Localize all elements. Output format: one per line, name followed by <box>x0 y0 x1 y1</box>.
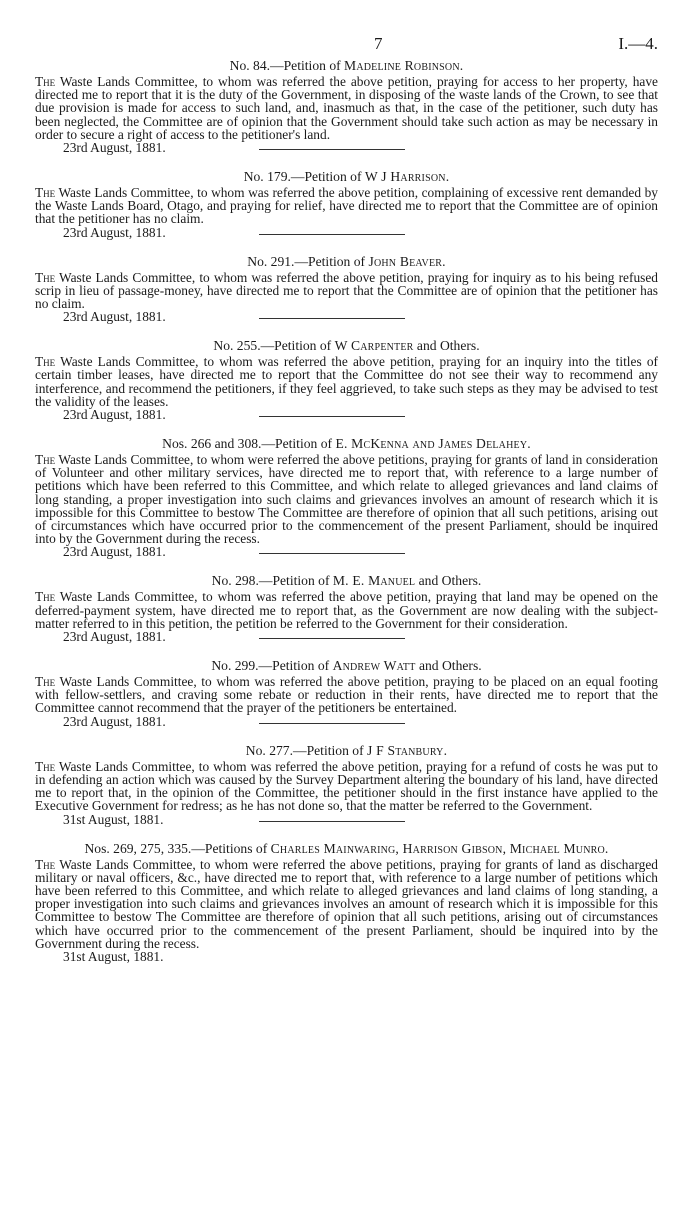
petition-entry <box>35 658 658 743</box>
report-lead-word: The <box>35 856 56 872</box>
petition-title <box>35 436 658 452</box>
date-row <box>35 715 658 729</box>
report-text: Waste Lands Committee, to whom were referred the above petitions, praying for grants of land as discharged military or naval officers, &c., have directed me to report that, with reference to a large number of petitions which have been referred to this Committee, and which relate to alleged grievances and land claims of long standing, a proper investigation into such claims and grievances involves an amount of research which it is impossible for this Committee to bestow The Committee are therefore of opinion that all such petitions, arising out of circumstances which have occurred prior to the commencement of the present Parliament, should be inquired into by the Government during the recess. <box>35 856 658 951</box>
petitioner-name: John Beaver. <box>368 253 446 269</box>
petition-title-suffix: and Others. <box>415 658 482 674</box>
petition-number: No. 255.—Petition of <box>213 338 335 354</box>
report-date: 23rd August, 1881. <box>63 140 166 156</box>
petition-report <box>35 186 658 226</box>
report-date: 31st August, 1881. <box>63 811 164 827</box>
report-date: 23rd August, 1881. <box>63 544 166 560</box>
report-text: Waste Lands Committee, to whom was referred the above petition, praying to be placed on an equal footing with fellow-settlers, and craving some rebate or reduction in their rents, have directed me to report that the Committee cannot recommend that the prayer of the petitioners be entertained. <box>35 674 658 716</box>
date-row <box>35 813 658 827</box>
petition-report <box>35 858 658 950</box>
section-divider <box>259 723 405 724</box>
report-lead-word: The <box>35 452 56 468</box>
petition-title <box>35 338 658 354</box>
report-lead-word: The <box>35 758 56 774</box>
report-text: Waste Lands Committee, to whom was referred the above petition, praying for inquiry as to his being refused scrip in lieu of passage-money, have directed me to report that the Committee are of opinion that the petitioner has no claim. <box>35 269 658 312</box>
petition-report <box>35 760 658 813</box>
entry-spacer <box>35 827 658 841</box>
petition-entry <box>35 254 658 339</box>
petitioner-name: Andrew Watt <box>332 658 416 674</box>
entry-spacer <box>35 964 658 978</box>
petition-title <box>35 573 658 589</box>
petition-report <box>35 590 658 630</box>
petition-report <box>35 75 658 141</box>
date-row <box>35 630 658 644</box>
petition-entry <box>35 436 658 573</box>
petition-number: No. 291.—Petition of <box>247 253 369 269</box>
petition-report <box>35 355 658 408</box>
petition-entry <box>35 338 658 436</box>
petition-list <box>35 58 658 978</box>
entry-spacer <box>35 324 658 338</box>
petition-entry <box>35 841 658 978</box>
petitioner-name: M. E. Manuel <box>332 573 416 589</box>
petitioner-name: W Carpenter <box>334 338 414 354</box>
section-divider <box>259 638 405 639</box>
report-lead-word: The <box>35 674 56 690</box>
petition-entry <box>35 58 658 169</box>
entry-spacer <box>35 644 658 658</box>
paper-reference: I.—4. <box>618 34 658 53</box>
date-row <box>35 545 658 559</box>
report-lead-word: The <box>35 185 56 201</box>
petition-title <box>35 169 658 185</box>
report-text: Waste Lands Committee, to whom was referred the above petition, praying for an inquiry into the titles of certain timber leases, have directed me to report that the Committee do not see their way to recommend any interference, and recommend the petitioners, if they feel aggrieved, to take such steps as they may be advised to test the validity of the leases. <box>35 354 658 409</box>
petition-title <box>35 743 658 759</box>
report-text: Waste Lands Committee, to whom was referred the above petition, praying for access to her property, have directed me to report that it is the duty of the Government, in disposing of the waste lands of the Crown, to see that due provision is made for access to such land, and, inasmuch as that, in the case of the petitioner, such duty has been neglected, the Committee are of opinion that the Government should take such action as may be necessary in order to secure a right of access to the petitioner's land. <box>35 74 658 142</box>
entry-spacer <box>35 729 658 743</box>
section-divider <box>259 149 405 150</box>
entry-spacer <box>35 422 658 436</box>
petitioner-name: W J Harrison. <box>364 169 450 185</box>
petition-entry <box>35 573 658 658</box>
petition-number: No. 277.—Petition of <box>245 742 367 758</box>
petition-number: Nos. 269, 275, 335.—Petitions of <box>84 840 271 856</box>
page-number: 7 <box>374 34 383 53</box>
date-row <box>35 408 658 422</box>
petition-number: No. 179.—Petition of <box>243 169 365 185</box>
report-lead-word: The <box>35 74 56 89</box>
petition-title-suffix: and Others. <box>415 573 482 589</box>
report-date: 23rd August, 1881. <box>63 309 166 325</box>
report-text: Waste Lands Committee, to whom was referred the above petition, praying that land may be opened on the deferred-payment system, have directed me to report that, as the Government are now dealing with the subject-matter referred to in this petition, the petition be referred to the Government for their consideration. <box>35 589 658 631</box>
petition-title <box>35 658 658 674</box>
petitioner-name: Madeline Robinson. <box>344 58 464 73</box>
entry-spacer <box>35 155 658 169</box>
section-divider <box>259 821 405 822</box>
petition-number: No. 84.—Petition of <box>229 58 345 73</box>
petition-title <box>35 841 658 857</box>
petitioner-name: Charles Mainwaring, Harrison Gibson, Michael Munro. <box>270 840 609 856</box>
entry-spacer <box>35 240 658 254</box>
petitioner-name: E. McKenna and James Delahey. <box>335 436 531 452</box>
entry-spacer <box>35 559 658 573</box>
petition-title-suffix: and Others. <box>413 338 480 354</box>
section-divider <box>259 553 405 554</box>
report-date: 23rd August, 1881. <box>63 407 166 423</box>
section-divider <box>259 318 405 319</box>
report-date: 23rd August, 1881. <box>63 713 166 729</box>
report-date: 23rd August, 1881. <box>63 629 166 645</box>
section-divider <box>259 416 405 417</box>
date-row <box>35 141 658 155</box>
petition-report <box>35 271 658 311</box>
section-divider <box>259 234 405 235</box>
date-row <box>35 310 658 324</box>
date-row <box>35 226 658 240</box>
page-header <box>35 0 658 58</box>
petition-title <box>35 254 658 270</box>
report-lead-word: The <box>35 354 56 370</box>
petitioner-name: J F Stanbury. <box>367 742 448 758</box>
petition-title <box>35 58 658 74</box>
date-row <box>35 950 658 964</box>
petition-report <box>35 453 658 545</box>
report-lead-word: The <box>35 589 56 605</box>
petition-entry <box>35 743 658 841</box>
report-lead-word: The <box>35 269 56 285</box>
petition-number: No. 299.—Petition of <box>211 658 333 674</box>
petition-number: No. 298.—Petition of <box>211 573 333 589</box>
petition-report <box>35 675 658 715</box>
report-date: 31st August, 1881. <box>63 948 164 964</box>
report-text: Waste Lands Committee, to whom was referred the above petition, complaining of excessive rent demanded by the Waste Lands Board, Otago, and praying for relief, have directed me to report that the Committee are of opinion that the petitioner has no claim. <box>35 185 658 227</box>
report-text: Waste Lands Committee, to whom were referred the above petitions, praying for grants of land in consideration of Volunteer and other military services, have directed me to report that, with reference to a large number of petitions which have been referred to this Committee, and which relate to alleged grievances and land claims of long standing, a proper investigation into such claims and grievances involves an amount of research which it is impossible for this Committee to bestow The Committee are therefore of opinion that all such petitions, arising out of circumstances which have occurred prior to the commencement of the present Parliament, should be inquired into by the Government during the recess. <box>35 452 658 547</box>
petition-entry <box>35 169 658 254</box>
report-text: Waste Lands Committee, to whom was referred the above petition, praying for a refund of costs he was put to in defending an action which was caused by the Survey Department altering the boundary of his land, have directed me to report that, in the opinion of the Committee, the petitioner should in the first instance have applied to the Executive Government for redress; as he has not done so, that the matter be referred to the Government. <box>35 758 658 814</box>
report-date: 23rd August, 1881. <box>63 224 166 240</box>
petition-number: Nos. 266 and 308.—Petition of <box>162 436 336 452</box>
